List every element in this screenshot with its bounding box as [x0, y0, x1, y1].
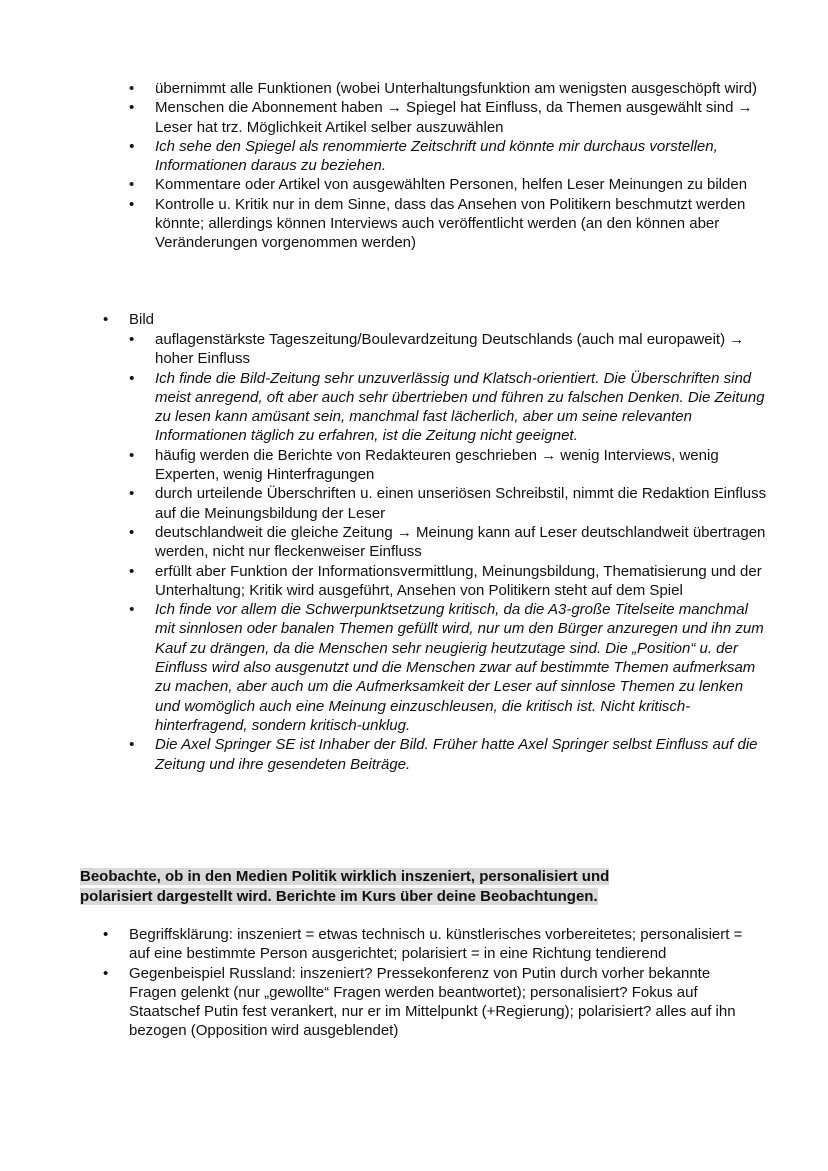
- list-item-opinion: • Die Axel Springer SE ist Inhaber der Bild. Früher hatte Axel Springer selbst Einfluss auf die Zeitung und ihre gesendeten Beiträge.: [129, 736, 758, 773]
- list-item-opinion: • Ich sehe den Spiegel als renommierte Zeitschrift und könnte mir durchaus vorstellen, Informationen daraus zu beziehen.: [129, 137, 718, 175]
- list-item: • übernimmt alle Funktionen (wobei Unterhaltungsfunktion am wenigsten ausgeschöpft wird): [129, 80, 757, 97]
- task-heading-line1: Beobachte, ob in den Medien Politik wirklich inszeniert, personalisiert und: [80, 868, 610, 885]
- list-item: • Kontrolle u. Kritik nur in dem Sinne, dass das Ansehen von Politikern beschmutzt werden könnte; allerdings können Interviews auch veröffentlicht werden (an den können aber Veränderungen vorgenommen werden): [129, 195, 746, 252]
- list-item: • deutschlandweit die gleiche Zeitung → Meinung kann auf Leser deutschlandweit übertragen werden, nicht nur fleckenweiser Einfluss: [129, 523, 766, 561]
- list-item: • Gegenbeispiel Russland: inszeniert? Pressekonferenz von Putin durch vorher bekannte Fragen gelenkt (nur „gewollte“ Fragen werden beantwortet); personalisiert? Fokus auf Staatschef Putin fest verankert, nur er im Mittelpunkt (+Regierung); polarisiert? alles auf ihn bezogen (Opposition wird ausgeblendet): [103, 964, 736, 1040]
- task-list: [103, 925, 749, 1041]
- task-heading-line2: polarisiert dargestellt wird. Berichte im Kurs über deine Beobachtungen.: [80, 888, 598, 905]
- list-item: • erfüllt aber Funktion der Informationsvermittlung, Meinungsbildung, Thematisierung und der Unterhaltung; Kritik wird ausgeführt, Ansehen von Politikern steht auf dem Spiel: [129, 562, 762, 599]
- list-item: • durch urteilende Überschriften u. einen unseriösen Schreibstil, nimmt die Redaktion Einfluss auf die Meinungsbildung der Leser: [129, 485, 767, 522]
- list-item: • Menschen die Abonnement haben → Spiegel hat Einfluss, da Themen ausgewählt sind → Leser hat trz. Möglichkeit Artikel selber auszuwählen: [129, 99, 753, 136]
- list-item-opinion: • Ich finde vor allem die Schwerpunktsetzung kritisch, da die A3-große Titelseite manchmal mit sinnlosen oder banalen Themen gefüllt wird, nur um den Bürger anzuregen und ihn zum Kauf zu drängen, da die Menschen sehr neugierig heutzutage sind. Die „Position“ u. der Einfluss wird also ausgenutzt und die Menschen zwar auf bestimmte Themen aufmerksam zu machen, aber auch um die Aufmerksamkeit der Leser auf sinnlose Themen zu lenken und womöglich auch eine Meinung einzuschleusen, die kritisch ist. Nicht kritisch-hinterfragend, sondern kritisch-unklug.: [129, 601, 764, 734]
- spiegel-list: [129, 79, 770, 253]
- list-item: • häufig werden die Berichte von Redakteuren geschrieben → wenig Interviews, wenig Experten, wenig Hinterfragungen: [129, 446, 719, 484]
- task-heading: [80, 867, 720, 907]
- list-item: • Kommentare oder Artikel von ausgewählten Personen, helfen Leser Meinungen zu bilden: [129, 176, 748, 194]
- list-item: • Begriffsklärung: inszeniert = etwas technisch u. künstlerisches vorbereitetes; personalisiert = auf eine bestimmte Person ausgerichtet; polarisiert = in eine Richtung tendierend: [103, 926, 743, 963]
- bild-list: [129, 330, 770, 774]
- bild-label: • Bild: [103, 311, 155, 328]
- list-item: • auflagenstärkste Tageszeitung/Boulevardzeitung Deutschlands (auch mal europaweit) → hoher Einfluss: [129, 331, 745, 368]
- list-item-opinion: • Ich finde die Bild-Zeitung sehr unzuverlässig und Klatsch-orientiert. Die Überschriften sind meist anregend, oft aber auch sehr übertrieben und führen zu falschen Denken. Die Zeitung zu lesen kann amüsant sein, manchmal fast lächerlich, aber um seine relevanten Informationen täglich zu erfahren, ist die Zeitung nicht geeignet.: [129, 369, 765, 445]
